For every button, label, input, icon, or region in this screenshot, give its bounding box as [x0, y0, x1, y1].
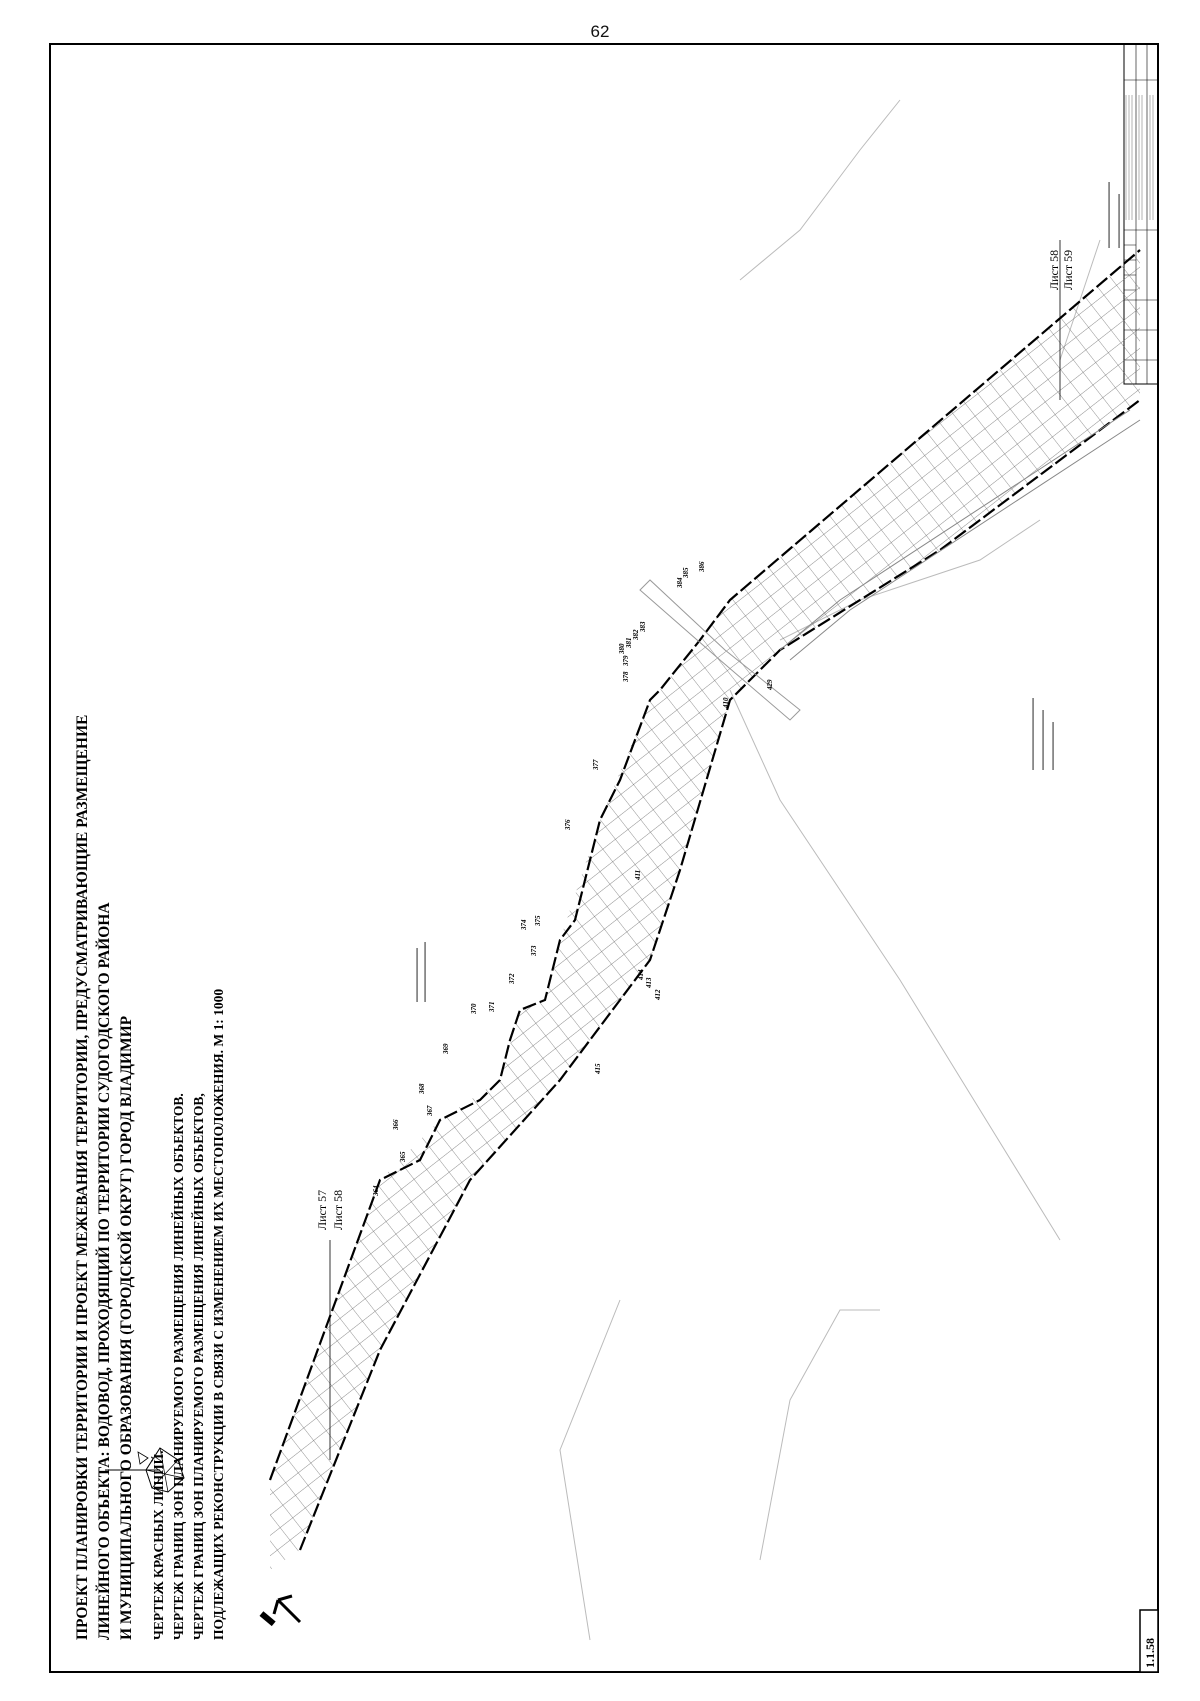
point-label: 410 [722, 697, 730, 708]
point-label: 377 [592, 759, 600, 770]
match-line-left-upper: Лист 57 [315, 1189, 329, 1230]
point-label: 429 [766, 679, 774, 690]
point-label: 413 [645, 977, 653, 988]
point-label: 382 [632, 629, 640, 640]
parcel-label-left-2: ▬▬▬▬▬▬▬▬▬▬ [422, 942, 428, 1002]
corridor [270, 250, 1140, 1570]
parcel-label-left: ▬▬▬▬▬▬▬▬▬ [414, 948, 420, 1002]
parcel-label-top-2: ▬▬▬▬▬▬▬▬▬ [1116, 194, 1122, 248]
point-label: 386 [698, 561, 706, 572]
subtitle-line-4: ПОДЛЕЖАЩИХ РЕКОНСТРУКЦИИ В СВЯЗИ С ИЗМЕНЕНИЕМ ИХ МЕСТОПОЛОЖЕНИЯ. М 1: 1000 [211, 988, 226, 1640]
point-label: 374 [520, 919, 528, 930]
parcel-label-right: ▬▬▬▬▬▬▬▬▬▬▬▬ [1030, 698, 1036, 770]
point-label: 383 [639, 621, 647, 632]
point-label: 412 [654, 989, 662, 1000]
title-block [74, 715, 226, 1640]
parcel-label-right-3: ▬▬▬▬▬▬▬▬ [1050, 722, 1056, 770]
point-label: 411 [634, 869, 642, 880]
point-label: 370 [470, 1003, 478, 1014]
subtitle-line-1: ЧЕРТЕЖ КРАСНЫХ ЛИНИЙ. [151, 1450, 166, 1640]
point-label: 414 [637, 969, 645, 980]
point-label: 372 [508, 973, 516, 984]
sheet-code-box [1140, 1610, 1158, 1672]
point-label: 379 [622, 655, 630, 666]
point-label: 384 [676, 577, 684, 588]
title-line-2: ЛИНЕЙНОГО ОБЪЕКТА: ВОДОВОД, ПРОХОДЯЩИЙ ПО ТЕРРИТОРИИ СУДОГОДСКОГО РАЙОНА [96, 902, 113, 1640]
direction-marker [260, 1596, 300, 1626]
point-label: 380 [618, 643, 626, 654]
point-label: 415 [594, 1063, 602, 1074]
parcel-label-top: ▬▬▬▬▬▬▬▬▬▬▬ [1106, 182, 1112, 248]
point-label: 371 [488, 1001, 496, 1012]
point-label: 385 [682, 567, 690, 578]
point-label: 368 [418, 1083, 426, 1094]
parcel-label-right-2: ▬▬▬▬▬▬▬▬▬▬ [1040, 710, 1046, 770]
match-line-right-lower: Лист 59 [1061, 249, 1075, 290]
point-label: 378 [622, 671, 630, 682]
point-label: 364 [372, 1185, 380, 1196]
point-label: 381 [625, 637, 633, 648]
point-label: 369 [442, 1043, 450, 1054]
title-line-3: И МУНИЦИПАЛЬНОГО ОБРАЗОВАНИЯ (ГОРОДСКОЙ ОКРУГ) ГОРОД ВЛАДИМИР [118, 1015, 135, 1640]
point-label: 375 [534, 915, 542, 926]
page-number: 62 [590, 22, 610, 41]
match-line-right-upper: Лист 58 [1047, 249, 1061, 290]
sheet-code: 1.1.58 [1143, 1638, 1157, 1668]
point-label: 373 [530, 945, 538, 956]
subtitle-line-3: ЧЕРТЕЖ ГРАНИЦ ЗОН ПЛАНИРУЕМОГО РАЗМЕЩЕНИЯ ЛИНЕЙНЫХ ОБЪЕКТОВ, [191, 1093, 206, 1640]
match-line-left-lower: Лист 58 [331, 1189, 345, 1230]
subtitle-line-2: ЧЕРТЕЖ ГРАНИЦ ЗОН ПЛАНИРУЕМОГО РАЗМЕЩЕНИЯ ЛИНЕЙНЫХ ОБЪЕКТОВ. [171, 1093, 186, 1640]
point-label: 366 [392, 1119, 400, 1130]
point-label: 365 [399, 1151, 407, 1162]
point-label: 376 [564, 819, 572, 830]
title-line-1: ПРОЕКТ ПЛАНИРОВКИ ТЕРРИТОРИИ И ПРОЕКТ МЕЖЕВАНИЯ ТЕРРИТОРИИ, ПРЕДУСМАТРИВАЮЩИЕ РАЗМЕЩЕНИЕ [74, 714, 91, 1640]
point-label: 367 [426, 1105, 434, 1116]
